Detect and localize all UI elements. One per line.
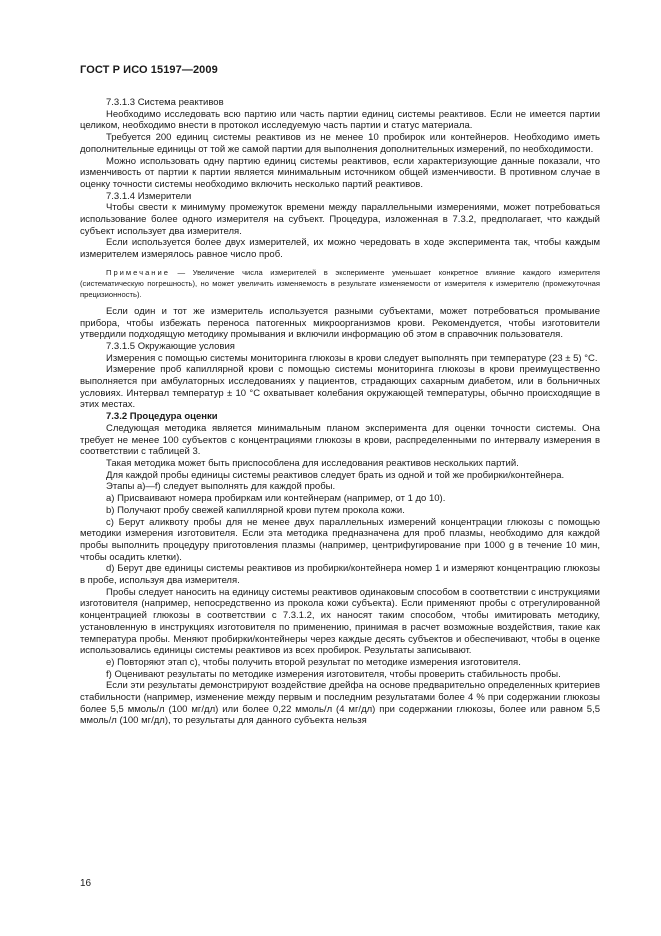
section-heading-7315: 7.3.1.5 Окружающие условия [106, 340, 235, 352]
document-header: ГОСТ Р ИСО 15197—2009 [80, 64, 218, 76]
paragraph: Этапы а)—f) следует выполнять для каждой пробы. [106, 481, 336, 493]
note-label: Примечание [106, 267, 170, 277]
paragraph: Для каждой пробы единицы системы реактивов следует брать из одной и той же пробирки/контейнера. [106, 469, 565, 481]
paragraph: Измерение проб капиллярной крови с помощью системы мониторинга глюкозы в крови преимущественно выполняется при амбулаторных исследованиях у пациентов, страдающих сахарным диабетом, или в больничных условиях. Интервал температур ± 10 °С охватывает колебания окружающей температуры, обычно происходящие в этих местах. [80, 364, 600, 411]
list-item-step-b: b) Получают пробу свежей капиллярной крови путем прокола кожи. [106, 504, 405, 516]
note-text: — Увеличение числа измерителей в эксперименте уменьшает конкретное влияние каждого измерителя (систематическую погрешность), но может увеличить изменяемость в результате изменяемости от измерителя к измерителю (промежуточная прецизионность). [80, 267, 600, 299]
paragraph: Если один и тот же измеритель используется разными субъектами, может потребоваться промывание прибора, чтобы избежать переноса патогенных микроорганизмов крови. Рекомендуется, чтобы изготовители утвердили подходящую методику промывания и включили информацию об этом в справочник пользователя. [80, 305, 600, 341]
paragraph: Если используется более двух измерителей, их можно чередовать в ходе эксперимента так, чтобы каждым измерителем измерялось равное число проб. [80, 237, 600, 261]
paragraph: Такая методика может быть приспособлена для исследования реактивов нескольких партий. [106, 457, 519, 469]
section-heading-732: 7.3.2 Процедура оценки [106, 411, 218, 423]
paragraph: Требуется 200 единиц системы реактивов из не менее 10 пробирок или контейнеров. Необходимо иметь дополнительные единицы от той же самой партии для выполнения дополнительных измерений, по необходимости. [80, 132, 600, 155]
section-heading-7313: 7.3.1.3 Система реактивов [106, 97, 224, 108]
document-body [80, 97, 600, 727]
list-item-step-c: с) Берут аликвоту пробы для не менее двух параллельных измерений концентрации глюкозы с помощью методики измерения изготовителя. Если эта методика предназначена для проб плазмы, необходимо для каждой пробы выполнить процедуру приготовления плазмы (например, центрифугирование при 1000 g в течение 10 мин, чтобы осадить клетки). [80, 516, 600, 563]
section-heading-7314: 7.3.1.4 Измерители [106, 190, 192, 202]
paragraph: Пробы следует наносить на единицу системы реактивов одинаковым способом в соответствии с инструкциями изготовителя (например, непосредственно из прокола кожи субъекта). Если применяют пробы с отрегулированной концентрацией глюкозы в соответствии с 7.3.1.2, их наносят таким способом, чтобы имитировать методику, установленную в инструкциях изготовителя по применению, принимая в расчет возможные воздействия, такие как температура пробы. Меняют пробирки/контейнеры через каждые десять субъектов и обеспечивают, чтобы в оценке использовались единицы системы реактивов из всех пробирок. Результаты записывают. [80, 586, 600, 657]
paragraph: Можно использовать одну партию единиц системы реактивов, если характеризующие данные показали, что изменчивость от партии к партии является минимальным источником общей изменчивости. В противном случае в оценку точности системы необходимо включить несколько партий реактивов. [80, 155, 600, 190]
note-paragraph [80, 267, 600, 300]
paragraph: Необходимо исследовать всю партию или часть партии единиц системы реактивов. Если не имеется партии целиком, необходимо внести в протокол исследуемую часть партии и статус материала. [80, 108, 600, 132]
paragraph: Следующая методика является минимальным планом эксперимента для оценки точности системы. Она требует не менее 100 субъектов с концентрациями глюкозы в крови, распределенными по интервалу измерения в соответствии с таблицей 3. [80, 422, 600, 458]
paragraph: Чтобы свести к минимуму промежуток времени между параллельными измерениями, может потребоваться использование более одного измерителя на субъект. Процедура, изложенная в 7.3.2, предполагает, что каждый субъект использует два измерителя. [80, 202, 600, 237]
list-item-step-e: е) Повторяют этап с), чтобы получить второй результат по методике измерения изготовителя. [106, 656, 521, 668]
list-item-step-a: а) Присваивают номера пробиркам или контейнерам (например, от 1 до 10). [106, 493, 446, 505]
paragraph: Измерения с помощью системы мониторинга глюкозы в крови следует выполнять при температуре (23 ± 5) °С. [106, 352, 598, 364]
paragraph: Если эти результаты демонстрируют воздействие дрейфа на основе предварительно определенных критериев стабильности (например, изменение между первым и последним результатами более 4 % при содержании глюкозы более 5,5 ммоль/л (100 мг/дл) или более 0,22 ммоль/л (4 мг/дл) при содержании глюкозы, более или равном 5,5 ммоль/л (100 мг/дл), то результаты для данного субъекта нельзя [80, 680, 600, 727]
list-item-step-f: f) Оценивают результаты по методике измерения изготовителя, чтобы проверить стабильность пробы. [106, 668, 561, 680]
page-number: 16 [80, 878, 92, 889]
list-item-step-d: d) Берут две единицы системы реактивов из пробирки/контейнера номер 1 и измеряют концентрацию глюкозы в пробе, используя два измерителя. [80, 563, 600, 587]
